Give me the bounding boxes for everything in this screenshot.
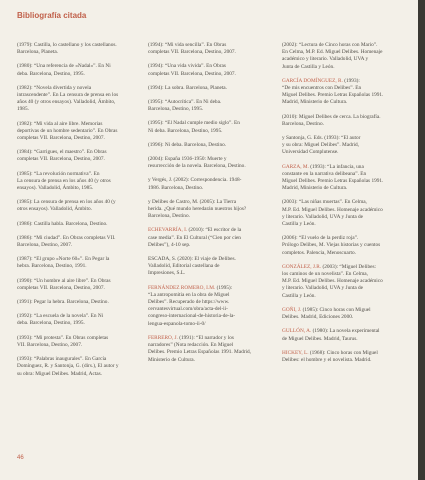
entry-text: (1993): “De mis encuentros con Delibes”. En Miguel Delibes. Premio Letras Españolas 1991. Madrid, Ministerio de Cultura. [282,77,384,106]
entry-text: ESCADA, S. (2020): El viaje de Delibes. Valladolid, Editorial castellana de Impresiones, S.L. [148,256,236,277]
entry-text: (1968): Cinco horas con Miguel Delibes: el hombre y el novelista. Madrid. [282,349,378,363]
entry-text: (1985): La censura de prensa en los años 40 (y otros ensayos). Valladolid, Ámbito. [17,199,116,213]
bibliography-entry [282,199,410,228]
bibliography-entry [282,164,410,193]
bibliography-entry [148,256,270,278]
bibliography-entry [282,78,410,107]
entry-text: (2004): España 1936-1950: Muerte y resurrección de la novela. Barcelona, Destino. [148,156,246,170]
entry-text: (2003): “Miguel Delibes: los caminos de un novelista”. En Celma, M.P. Ed. Miguel Delibes. Homenaje académico y literario. Valladolid, UVA y Junta de Castilla y León. [282,263,383,299]
entry-text: (1982): “Novela divertida y novela intrascendente”. En La censura de prensa en los años 40 (y otros ensayos). Valladolid, Ámbito, 1985. [17,84,119,113]
bibliography-entry [17,335,140,349]
bibliography-entry [282,264,410,300]
bibliography-entry [17,199,140,213]
bibliography-column-1 [17,42,140,385]
entry-text: (1980): La novela experimental de Miguel Delibes. Madrid, Taurus. [282,328,380,342]
bibliography-entry [148,177,270,191]
bibliography-entry [282,235,410,257]
entry-text: (1982): “Mi vida al aire libre. Memorias deportivas de un hombre sedentario”. En Obras completas VII. Barcelona, Destino, 2007. [17,120,118,142]
entry-text: (1991): “El narrador y los narradores” (Nota redacción. En Miguel Delibes. Premio Letras Españolas 1991. Madrid, Ministerio de Cultura. [148,334,251,363]
bibliography-entry [282,307,410,321]
bibliography-entry [148,142,270,149]
entry-text: (1984): “Garrigues, el maestro”. En Obras completas VII. Barcelona, Destino, 2007. [17,149,107,163]
entry-text: (1986): “Mi ciudad”. En Obras completas VII. Barcelona, Destino, 2007. [17,234,116,249]
entry-text: (1994): La sobra. Barcelona, Planeta. [148,84,227,91]
bibliography-entry [148,63,270,77]
entry-text: (1993): “Palabras inaugurales”. En García Domínguez, R. y Santonja, G. (dirs.), El autor y su obra: Miguel Delibes. Madrid, Actas. [17,356,119,377]
entry-text: (1991): Pegar la hebra. Barcelona, Destino. [17,299,109,306]
book-gutter [418,0,425,480]
bibliography-entry [17,42,140,56]
bibliography-entry [282,114,410,128]
entry-text: (2003): “Las niñas muertas”. En Celma, M.P. Ed. Miguel Delibes. Homenaje académico y literario. Valladolid, UVA y Junta de Castilla y León. [282,199,383,228]
entry-text: (1980): “Una referencia de «Nadal»”. En Ni deba. Barcelona, Destino, 1995. [17,63,111,77]
entry-text: y Vergés, J. (2002): Correspondencia. 1948- 1986. Barcelona, Destino. [148,177,242,191]
bibliography-entry [148,335,270,364]
bibliography-entry [17,85,140,114]
bibliography-entry [17,235,140,249]
bibliography-entry [282,135,410,157]
bibliography-entry [282,42,410,71]
section-header: Bibliografía citada [17,11,87,20]
entry-author: FERNÁNDEZ ROMERO, I.M. [148,284,216,291]
entry-text: y Delibes de Castro, M. (2005): La Tierra herida. ¿Qué mundo heredarán nuestros hijos? Barcelona, Destino. [148,198,247,220]
entry-text: (2002): “Lectura de Cinco horas con Mario”. En Celma, M.P. Ed. Miguel Delibes. Homenaje académico y literario. Valladolid, UVA y Junta de Castilla y León. [282,42,383,70]
bibliography-entry [17,149,140,163]
entry-text: (2010): Miguel Delibes de cerca. La biografía. Barcelona, Destino. [282,113,381,127]
entry-text: (1985): “La revolución normativa”. En La censura de prensa en los años 40 (y otros ensayos). Valladolid, Ámbito, 1985. [17,170,111,192]
entry-text: (1993): “La infancia, una constante en la narrativa delibeana”. En Miguel Delibes. Premio Letras Españolas 1991. Madrid, Ministerio de Cultura. [282,163,384,192]
bibliography-entry [148,120,270,134]
bibliography-entry [148,42,270,56]
bibliography-entry [17,221,140,228]
entry-text: (1993): “Mi protesta”. En Obras completas VII. Barcelona, Destino, 2007. [17,334,109,348]
entry-text: (2006): “El vuelo de la perdiz roja”. Prólogo Delibes, M. Viejas historias y cuentos completos. Palencia, Menoscuarto. [282,235,381,256]
entry-text: (1995): “El Nadal cumple medio siglo”. En Ni deba. Barcelona, Destino, 1995. [148,120,240,134]
entry-text: (1990): “Un hombre al aire libre”. En Obras completas VII. Barcelona, Destino, 2007. [17,277,111,291]
entry-text: (1987): “El grupo «Norte 60»”. En Pegar la hebra. Barcelona, Destino, 1991. [17,256,110,270]
bibliography-entry [17,299,140,306]
entry-text: (1979): Castilla, lo castellano y los castellanos. Barcelona, Planeta. [17,42,117,56]
page-number: 46 [17,455,24,461]
bibliography-entry [148,99,270,113]
entry-text: (1986): Castilla habla. Barcelona, Destino. [17,220,108,227]
bibliography-entry [17,121,140,143]
bibliography-entry [17,356,140,378]
entry-text: (2010): “El escritor de la case media”. En El Cultural (“Cien por cien Delibes”), 4-10 sep. [148,227,242,248]
bibliography-entry [282,350,410,364]
entry-text: y Santonja, G. Eds. (1993): “El autor y su obra: Miguel Delibes”. Madrid, Universidad Complutense. [282,135,361,156]
entry-author: FERRERO, J. [148,334,178,341]
entry-author: GARZA, M. [282,163,309,170]
entry-text: (1985): Cinco horas con Miguel Delibes. Madrid, Ediciones 2000. [282,306,371,321]
bibliography-entry [148,285,270,328]
entry-text: (1994): “Una vida vivida”. En Obras completas VII. Barcelona, Destino, 2007. [148,63,236,77]
entry-text: (1996): Ni deba. Barcelona, Destino. [148,141,227,148]
bibliography-entry [17,256,140,270]
entry-text: (1995): “La antropomitia en la obra de Miguel Delibes”. Recuperado de https://www. cervantesvirtual.com/obra/acta-del-ii- congreso-internacional-de-historia-de-la- lengua-espanola-tomo-ii-0/ [148,284,236,327]
entry-text: (1995): “Autocrítica”. En Ni deba. Barcelona, Destino, 1995. [148,99,222,113]
entry-text: (1994): “Mi vida sencilla”. En Obras completas VII. Barcelona, Destino, 2007. [148,42,236,56]
entry-author: GOÑI, J. [282,306,302,313]
bibliography-entry [282,328,410,342]
entry-author: GULLÓN, A. [282,328,312,335]
bibliography-entry [17,313,140,327]
bibliography-entry [17,63,140,77]
entry-author: HICKEY, L. [282,349,309,356]
bibliography-entry [148,199,270,221]
bibliography-column-2 [148,42,270,371]
bibliography-entry [148,227,270,249]
bibliography-entry [148,156,270,170]
entry-author: GONZÁLEZ, J.R. [282,263,322,270]
bibliography-entry [17,171,140,193]
bibliography-column-3 [282,42,410,371]
bibliography-entry [148,85,270,92]
entry-author: ECHEVARRÍA, I. [148,227,188,234]
bibliography-entry [17,278,140,292]
entry-author: GARCÍA DOMÍNGUEZ, R. [282,77,343,84]
entry-text: (1992): “La escuela de la novela”. En Ni deba. Barcelona, Destino, 1995. [17,313,104,327]
